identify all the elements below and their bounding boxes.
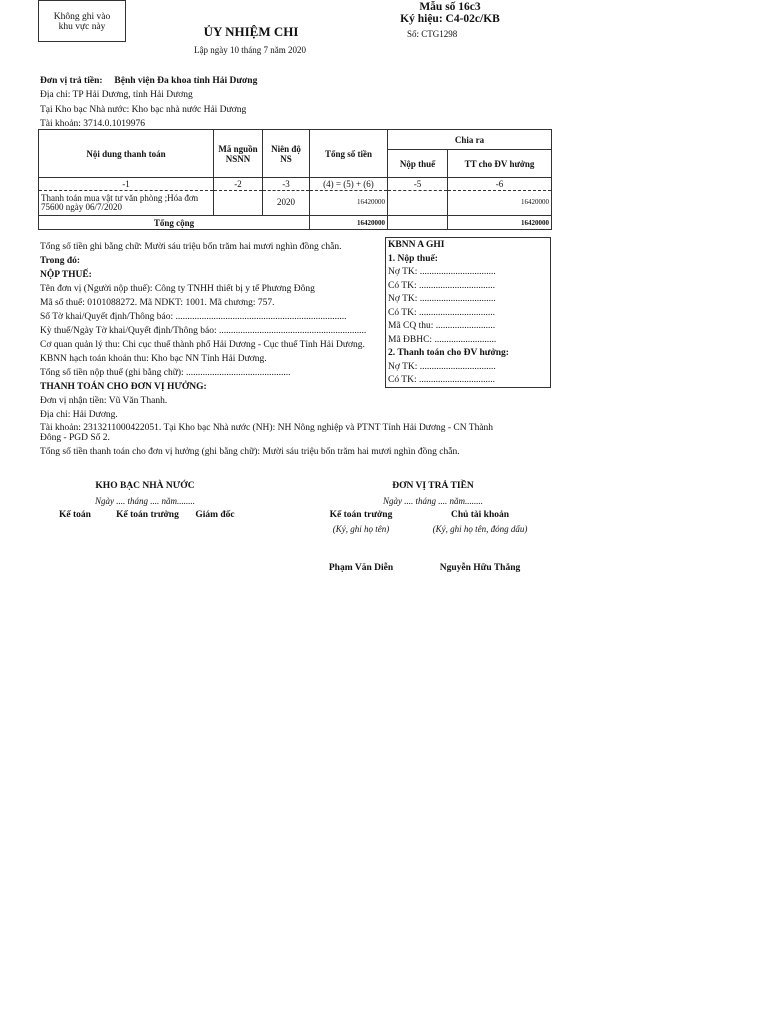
- form-number: Mẫu số 16c3: [419, 1, 481, 13]
- treasury-role-chief-accountant: Kế toán trưởng: [116, 510, 179, 520]
- treasury-role-director: Giám đốc: [195, 510, 235, 520]
- index-cell: (4) = (5) + (6): [310, 178, 388, 191]
- payer-info: [40, 74, 257, 131]
- of-which-label: Trong đó:: [40, 256, 81, 266]
- treasury-line: Nợ TK: ................................: [388, 294, 496, 304]
- row-year: 2020: [263, 191, 310, 216]
- declaration-number: Số Tờ khai/Quyết định/Thông báo: ........................................................................: [40, 312, 347, 322]
- treasury-line: Có TK: ................................: [388, 280, 495, 291]
- index-row: [39, 178, 552, 191]
- payer-name-account-holder: Nguyễn Hữu Thắng: [439, 563, 521, 573]
- document-number: Số: CTG1298: [407, 29, 458, 39]
- issue-date: Lập ngày 10 tháng 7 năm 2020: [194, 45, 306, 55]
- index-cell: -6: [448, 178, 552, 191]
- payer-signature-title: ĐƠN VỊ TRẢ TIỀN: [392, 481, 474, 491]
- payer-signature-date: Ngày .... tháng .... năm........: [383, 496, 483, 506]
- treasury-line: Mã CQ thu: .........................: [388, 321, 496, 331]
- payer-note-chief-accountant: (Ký, ghi họ tên): [332, 524, 390, 534]
- treasury-role-accountant: Kế toán: [59, 510, 91, 520]
- tax-collector: Cơ quan quản lý thu: Chi cục thuế thành phố Hải Dương - Cục thuế Tỉnh Hải Dương.: [40, 340, 365, 350]
- index-cell: -3: [263, 178, 310, 191]
- amount-in-words: Tổng số tiền ghi bằng chữ: Mười sáu triệu bốn trăm hai mươi nghìn đồng chẵn.: [40, 242, 342, 252]
- header-beneficiary: TT cho ĐV hưởng: [448, 150, 552, 178]
- total-row: [39, 216, 552, 230]
- treasury-line: Có TK: ................................: [388, 307, 495, 318]
- reserved-area-box: [38, 0, 126, 42]
- payer-name-chief-accountant: Phạm Văn Diễn: [328, 563, 394, 573]
- row-beneficiary: 16420000: [448, 191, 552, 216]
- header-content: Nội dung thanh toán: [39, 130, 214, 178]
- table-row: [39, 191, 552, 216]
- header-tax: Nộp thuế: [388, 150, 448, 178]
- index-cell: -2: [214, 178, 263, 191]
- treasury-signature-title: KHO BẠC NHÀ NƯỚC: [95, 481, 195, 491]
- kbnn-account: KBNN hạch toán khoản thu: Kho bạc NN Tỉnh Hải Dương.: [40, 354, 267, 364]
- treasury-line: Nợ TK: ................................: [388, 267, 496, 277]
- receiver-account: Tài khoản: 2313211000422051. Tại Kho bạc Nhà nước (NH): NH Nông nghiệp và PTNT Tỉnh Hải Dương - CN Thành Đông - PGD Số 2.: [40, 423, 494, 443]
- payer-name: Bệnh viện Đa khoa tỉnh Hải Dương: [114, 76, 258, 86]
- row-tax: [388, 191, 448, 216]
- row-total: 16420000: [310, 191, 388, 216]
- payment-table: [38, 129, 552, 230]
- treasury-line: Mã ĐBHC: ..........................: [388, 334, 497, 345]
- total-beneficiary: 16420000: [448, 216, 552, 230]
- total-label: Tổng cộng: [39, 216, 310, 230]
- payer-address: Địa chỉ: TP Hải Dương, tỉnh Hải Dương: [40, 90, 193, 101]
- total-amount: 16420000: [310, 216, 388, 230]
- treasury-record-box: [385, 237, 551, 388]
- tax-section-heading: NỘP THUẾ:: [40, 270, 92, 280]
- treasury-section-tax: 1. Nộp thuế:: [388, 253, 438, 264]
- payer-role-account-holder: Chủ tài khoản: [450, 510, 510, 520]
- reserved-area-line1: Không ghi vào: [53, 12, 111, 22]
- payer-role-chief-accountant: Kế toán trưởng: [329, 510, 393, 520]
- treasury-line: Có TK: ................................: [388, 375, 495, 385]
- tax-code: Mã số thuế: 0101088272. Mã NDKT: 1001. Mã chương: 757.: [40, 298, 275, 308]
- header-year: Niên độ NS: [263, 130, 310, 178]
- row-content: Thanh toán mua vật tư văn phòng ;Hóa đơn 75600 ngày 06/7/2020: [39, 191, 214, 216]
- beneficiary-section-heading: THANH TOÁN CHO ĐƠN VỊ HƯỞNG:: [40, 382, 207, 392]
- beneficiary-amount-words: Tổng số tiền thanh toán cho đơn vị hưởng (ghi bằng chữ): Mười sáu triệu bốn trăm hai mươi nghìn đồng chẵn.: [40, 447, 460, 457]
- treasury-box-title: KBNN A GHI: [388, 240, 445, 250]
- receiver-name: Đơn vị nhận tiền: Vũ Văn Thanh.: [40, 396, 168, 406]
- payer-label: Đơn vị trả tiền:: [40, 76, 103, 86]
- header-total: Tổng số tiền: [310, 130, 388, 178]
- header-split: Chia ra: [388, 130, 552, 150]
- treasury-section-beneficiary: 2. Thanh toán cho ĐV hưởng:: [388, 348, 509, 358]
- total-tax: [388, 216, 448, 230]
- form-code: [400, 1, 500, 25]
- header-source: Mã nguồn NSNN: [214, 130, 263, 178]
- receiver-address: Địa chỉ: Hải Dương.: [40, 410, 118, 420]
- payer-treasury: Tại Kho bạc Nhà nước: Kho bạc nhà nước Hải Dương: [40, 104, 247, 115]
- taxpayer-name: Tên đơn vị (Người nộp thuế): Công ty TNHH thiết bị y tế Phương Đông: [40, 284, 315, 294]
- payer-account: Tài khoản: 3714.0.1019976: [40, 118, 146, 129]
- row-source: [214, 191, 263, 216]
- index-cell: -1: [39, 178, 214, 191]
- document-title: ỦY NHIỆM CHI: [203, 24, 299, 39]
- tax-amount-words: Tổng số tiền nộp thuế (ghi bằng chữ): ............................................: [40, 368, 291, 378]
- payer-note-account-holder: (Ký, ghi họ tên, đóng dấu): [432, 524, 528, 534]
- form-symbol: Ký hiệu: C4-02c/KB: [400, 13, 500, 25]
- treasury-signature-date: Ngày .... tháng .... năm........: [95, 496, 195, 506]
- index-cell: -5: [388, 178, 448, 191]
- reserved-area-line2: khu vực này: [58, 22, 106, 32]
- tax-period: Kỳ thuế/Ngày Tờ khai/Quyết định/Thông báo: ..............................................................: [40, 326, 367, 336]
- treasury-line: Nợ TK: ................................: [388, 361, 496, 372]
